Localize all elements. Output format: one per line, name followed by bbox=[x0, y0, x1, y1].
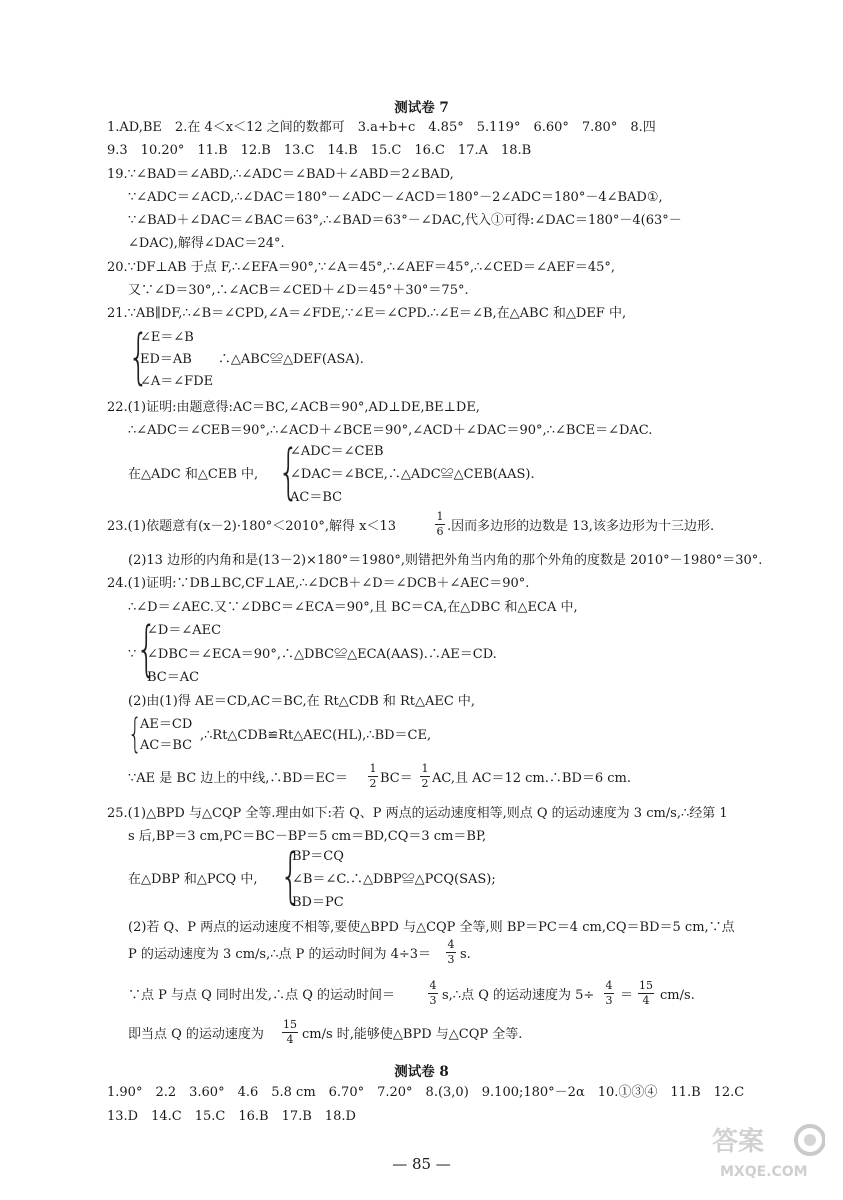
answer-line: 13.D 14.C 15.C 16.B 17.B 18.D bbox=[107, 1109, 356, 1124]
answer-line: AE＝CD bbox=[140, 717, 193, 732]
left-brace: { bbox=[280, 841, 302, 911]
page-number: — 85 — bbox=[392, 1155, 451, 1173]
answer-line: 20.∵DF⊥AB 于点 F,∴∠EFA＝90°,∵∠A＝45°,∴∠AEF＝45°,∴∠CED＝∠AEF＝45°, bbox=[107, 260, 616, 275]
fraction bbox=[446, 939, 456, 966]
answer-line: ＝ bbox=[620, 988, 634, 1003]
fraction bbox=[435, 511, 445, 538]
fraction-denominator: 6 bbox=[436, 525, 444, 538]
fraction-numerator: 4 bbox=[429, 979, 437, 992]
fraction-denominator: 3 bbox=[605, 994, 613, 1007]
answer-line: s,∴点 Q 的运动速度为 5÷ bbox=[442, 988, 595, 1003]
fraction-numerator: 4 bbox=[447, 938, 455, 951]
answer-line: ∠E＝∠B bbox=[140, 330, 194, 345]
answer-line: AC＝BC bbox=[140, 738, 193, 753]
answer-line: 21.∵AB∥DF,∴∠B＝∠CPD,∠A＝∠FDE,∵∠E＝∠CPD.∴∠E＝∠B,在△ABC 和△DEF 中, bbox=[107, 306, 627, 321]
watermark-logo bbox=[710, 1120, 825, 1182]
answer-line: ∵∠ADC＝∠ACD,∴∠DAC＝180°－∠ADC－∠ACD＝180°－2∠ADC＝180°－4∠BAD①, bbox=[128, 190, 663, 205]
answer-line: 22.(1)证明:由题意得:AC＝BC,∠ACB＝90°,AD⊥DE,BE⊥DE, bbox=[107, 400, 480, 415]
answer-line: s. bbox=[460, 947, 471, 962]
answer-line: ∵∠BAD＋∠DAC＝∠BAC＝63°,∴∠BAD＝63°－∠DAC,代入①可得:∠DAC＝180°－4(63°－ bbox=[128, 213, 682, 228]
answer-line: AC＝BC bbox=[290, 490, 343, 505]
answer-line: ∴∠ADC＝∠CEB＝90°,∴∠ACD＋∠BCE＝90°,∠ACD＋∠DAC＝90°,∴∠BCE＝∠DAC. bbox=[128, 423, 653, 438]
answer-line: BP＝CQ bbox=[292, 849, 344, 864]
test8-title: 测试卷 8 bbox=[394, 1064, 449, 1080]
fraction-numerator: 15 bbox=[283, 1018, 297, 1031]
answer-line: (2)由(1)得 AE＝CD,AC＝BC,在 Rt△CDB 和 Rt△AEC 中, bbox=[128, 694, 476, 709]
answer-line: ∵AE 是 BC 边上的中线,∴BD＝EC＝ bbox=[128, 771, 348, 786]
answer-line: 即当点 Q 的运动速度为 bbox=[128, 1027, 264, 1042]
watermark-graphic bbox=[710, 1120, 825, 1182]
answer-line: cm/s 时,能够使△BPD 与△CQP 全等. bbox=[302, 1027, 523, 1042]
answer-line: 在△DBP 和△PCQ 中, bbox=[128, 872, 258, 887]
answer-line: 19.∵∠BAD＝∠ABD,∴∠ADC＝∠BAD＋∠ABD＝2∠BAD, bbox=[107, 167, 454, 182]
fraction-denominator: 4 bbox=[286, 1033, 294, 1046]
answer-line: BC＝AC bbox=[147, 670, 200, 685]
answer-line: ∠DBC＝∠ECA＝90°,∴△DBC≌△ECA(AAS).∴AE＝CD. bbox=[147, 647, 497, 662]
answer-line: ∠ADC＝∠CEB bbox=[290, 444, 384, 459]
answer-line: 23.(1)依题意有(x－2)·180°＜2010°,解得 x＜13 bbox=[107, 519, 397, 534]
fraction-numerator: 1 bbox=[421, 762, 429, 775]
answer-line: BD＝PC bbox=[292, 895, 344, 910]
answer-line: 又∵∠D＝30°,∴∠ACB＝∠CED＋∠D＝45°＋30°＝75°. bbox=[128, 283, 469, 298]
answer-line: ∠A＝∠FDE bbox=[140, 374, 214, 389]
answer-line: 25.(1)△BPD 与△CQP 全等.理由如下:若 Q、P 两点的运动速度相等,则点 Q 的运动速度为 3 cm/s,∴经第 1 bbox=[107, 806, 728, 821]
answer-line: ∵点 P 与点 Q 同时出发,∴点 Q 的运动时间＝ bbox=[128, 988, 395, 1003]
answer-line: BC＝ bbox=[380, 771, 413, 786]
left-brace: { bbox=[136, 614, 158, 684]
answer-line: 1.90° 2.2 3.60° 4.6 5.8 cm 6.70° 7.20° 8.(3,0) 9.100;180°－2α 10.①③④ 11.B 12.C bbox=[107, 1085, 745, 1100]
left-brace: { bbox=[128, 711, 142, 757]
fraction bbox=[638, 980, 654, 1007]
left-brace: { bbox=[128, 322, 150, 392]
answer-line: 在△ADC 和△CEB 中, bbox=[128, 467, 259, 482]
answer-line: 1.AD,BE 2.在 4＜x＜12 之间的数都可 3.a+b+c 4.85° 5.119° 6.60° 7.80° 8.四 bbox=[107, 120, 656, 135]
answer-line: P 的运动速度为 3 cm/s,∴点 P 的运动时间为 4÷3＝ bbox=[128, 947, 432, 962]
answer-line: AC,且 AC＝12 cm.∴BD＝6 cm. bbox=[432, 771, 632, 786]
answer-line: (2)若 Q、P 两点的运动速度不相等,要使△BPD 与△CQP 全等,则 BP＝PC＝4 cm,CQ＝BD＝5 cm,∵点 bbox=[128, 920, 735, 935]
svg-text:MXQE.COM: MXQE.COM bbox=[720, 1164, 808, 1180]
fraction-denominator: 2 bbox=[421, 777, 429, 790]
fraction-denominator: 3 bbox=[447, 953, 455, 966]
because-symbol: ∵ bbox=[128, 647, 137, 662]
answer-line: ∠DAC＝∠BCE,∴△ADC≌△CEB(AAS). bbox=[290, 467, 535, 482]
svg-text:答案: 答案 bbox=[712, 1127, 765, 1157]
answer-line: 9.3 10.20° 11.B 12.B 13.C 14.B 15.C 16.C 17.A 18.B bbox=[107, 143, 532, 158]
left-brace: { bbox=[278, 437, 300, 507]
fraction-numerator: 1 bbox=[436, 510, 444, 523]
fraction-denominator: 2 bbox=[369, 777, 377, 790]
answer-line: ∠B＝∠C.∴△DBP≌△PCQ(SAS); bbox=[292, 872, 496, 887]
fraction-numerator: 4 bbox=[605, 979, 613, 992]
fraction bbox=[428, 980, 438, 1007]
answer-line: ,∴Rt△CDB≌Rt△AEC(HL),∴BD＝CE, bbox=[200, 728, 432, 743]
fraction-denominator: 4 bbox=[642, 994, 650, 1007]
fraction bbox=[604, 980, 614, 1007]
fraction bbox=[420, 763, 430, 790]
answer-line: ∠D＝∠AEC bbox=[147, 623, 222, 638]
answer-line: ED＝AB ∴△ABC≌△DEF(ASA). bbox=[140, 352, 364, 367]
fraction-denominator: 3 bbox=[429, 994, 437, 1007]
answer-line: ∴∠D＝∠AEC.又∵∠DBC＝∠ECA＝90°,且 BC＝CA,在△DBC 和△ECA 中, bbox=[128, 600, 578, 615]
test7-title: 测试卷 7 bbox=[394, 100, 449, 116]
answer-line: cm/s. bbox=[660, 988, 695, 1003]
answer-line: (2)13 边形的内角和是(13－2)×180°＝1980°,则错把外角当内角的那个外角的度数是 2010°－1980°＝30°. bbox=[128, 553, 763, 568]
fraction-numerator: 15 bbox=[639, 979, 653, 992]
answer-line: s 后,BP＝3 cm,PC＝BC－BP＝5 cm＝BD,CQ＝3 cm＝BP, bbox=[128, 829, 487, 844]
fraction bbox=[282, 1019, 298, 1046]
fraction bbox=[368, 763, 378, 790]
answer-line: .因而多边形的边数是 13,该多边形为十三边形. bbox=[447, 519, 715, 534]
answer-line: 24.(1)证明:∵DB⊥BC,CF⊥AE,∴∠DCB＋∠D＝∠DCB＋∠AEC＝90°. bbox=[107, 576, 530, 591]
answer-line: ∠DAC),解得∠DAC＝24°. bbox=[128, 236, 285, 251]
fraction-numerator: 1 bbox=[369, 762, 377, 775]
